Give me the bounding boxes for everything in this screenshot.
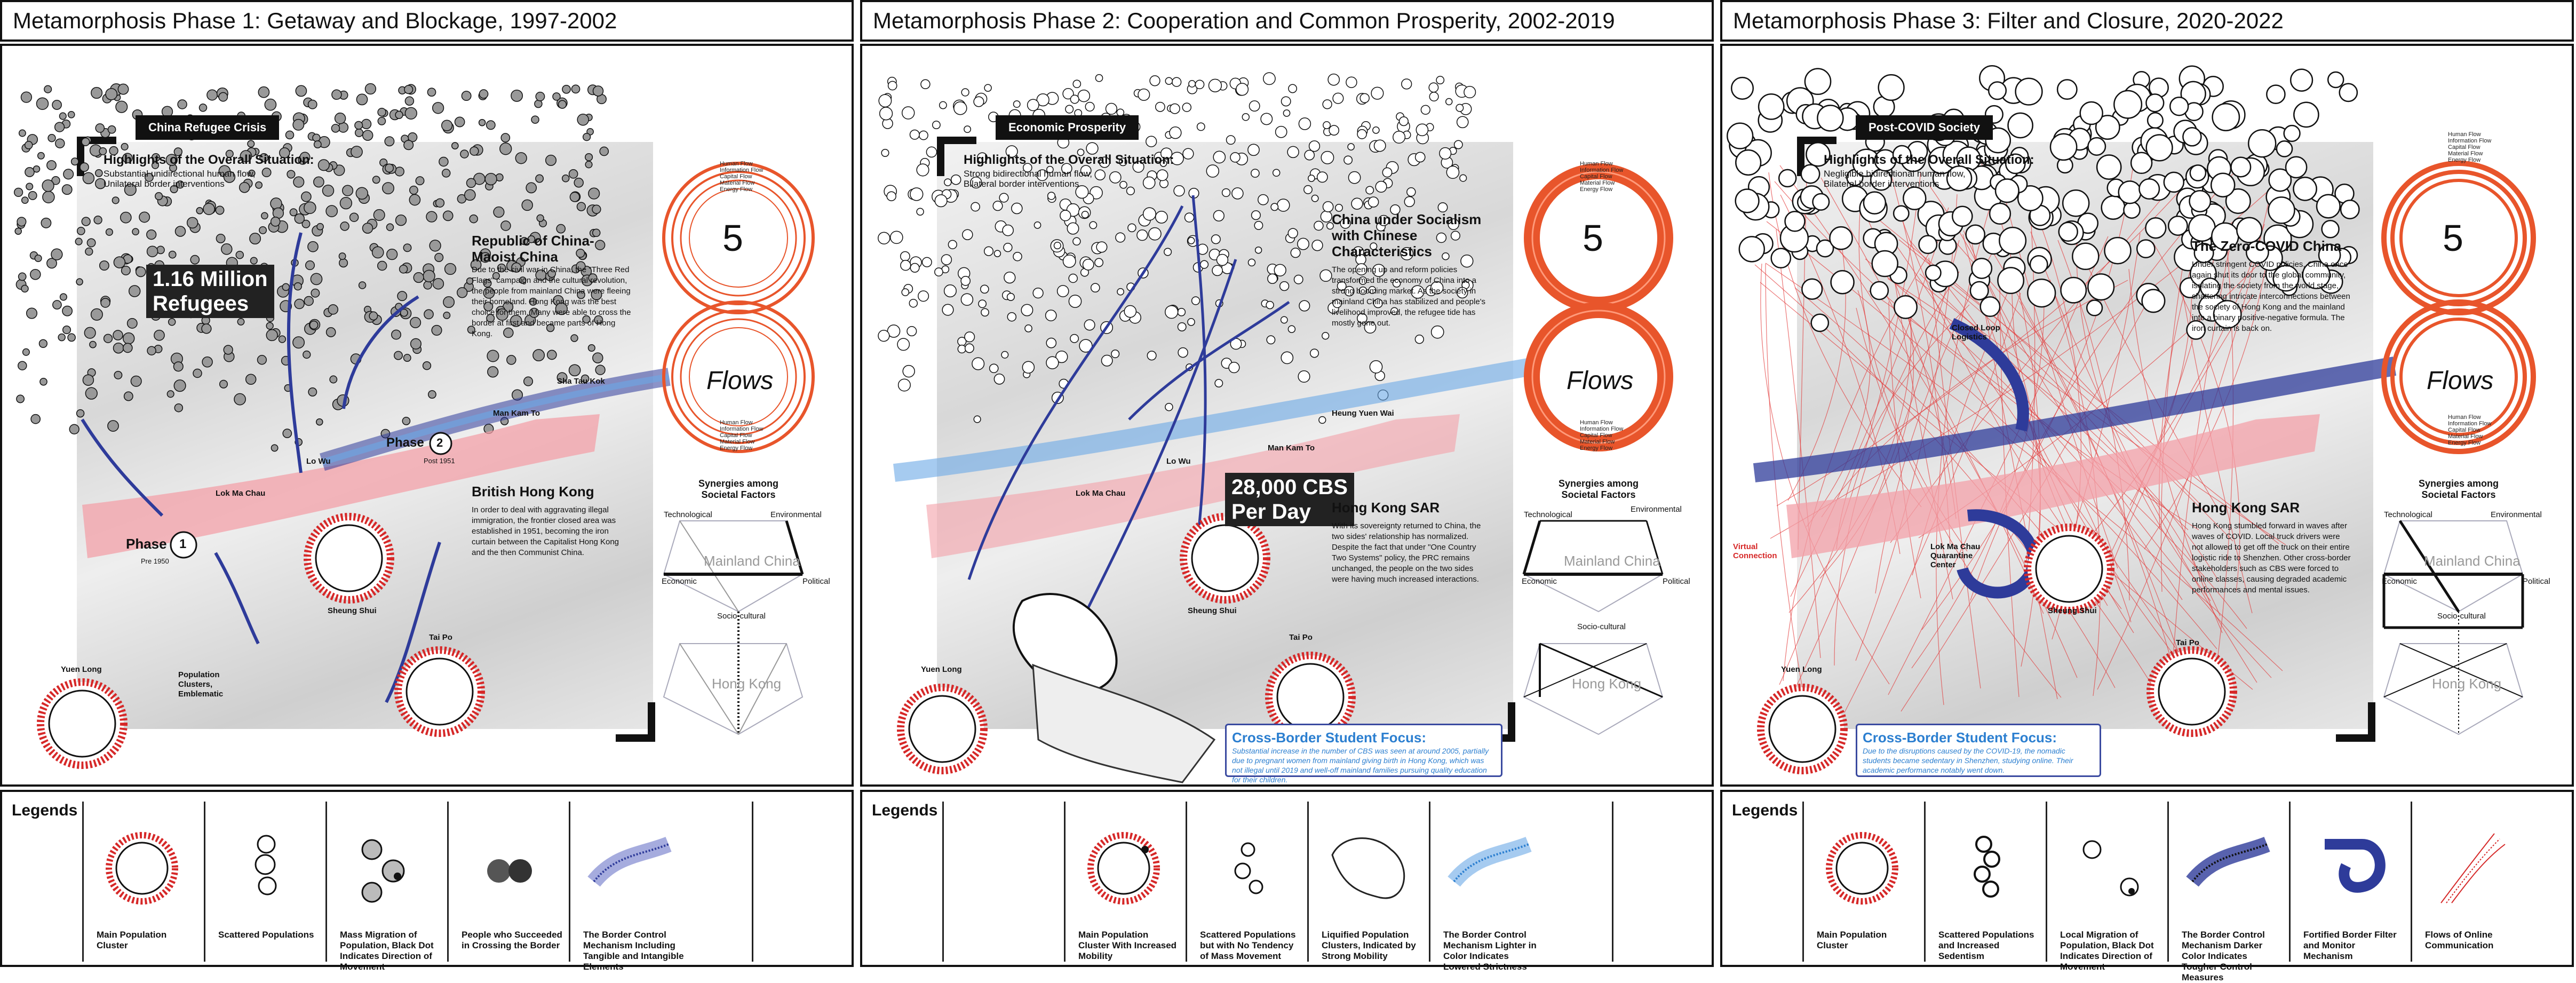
region-mainland: Mainland China [704,553,800,569]
legend-label: The Border Control Mechanism Including Tangible and Intangible Elements [583,930,684,972]
flow-item: Information Flow [1580,167,1624,173]
synergy-title: Synergies among Societal Factors [698,478,779,500]
syn-technological: Technological [664,510,712,519]
legend-item-empty [752,802,853,962]
flow-list-top [720,161,763,193]
place-yuen-long: Yuen Long [61,665,102,674]
place-heung-yuen-wai: Heung Yuen Wai [1332,409,1394,418]
section-hongkong-body: With its sovereignty returned to China, the two sides' relationship has normalized. Despite the fact that under "One Country Two Systems" policy, the PRC remains unchanged, the people on the two sides were having much increased interactions. [1332,521,1481,584]
flow-item: Human Flow [1580,419,1613,426]
flow-item: Material Flow [720,180,755,186]
legend-item [204,802,324,962]
legend-label: Mass Migration of Population, Black Dot Indicates Direction of Movement [340,930,434,972]
flow-item: Information Flow [1580,426,1624,432]
panel-title: Metamorphosis Phase 1: Getaway and Blockage, 1997-2002 [0,0,854,42]
legend-label: The Border Control Mechanism Lighter in Color Indicates Lowered Strictness [1443,930,1537,972]
quarantine-label: Lok Ma Chau Quarantine Center [1930,542,1981,569]
legend-label: Local Migration of Population, Black Dot Indicates Direction of Movement [2060,930,2154,972]
flows-word: Flows [2427,367,2494,395]
flow-item: Capital Flow [1580,173,1612,180]
flow-item: Human Flow [720,419,753,426]
flow-list-top [2448,131,2491,163]
place-lo-wu: Lo Wu [306,457,331,466]
legend-label: Flows of Online Communication [2425,930,2494,950]
syn-political: Political [2523,577,2550,586]
flow-item: Energy Flow [1580,445,1613,451]
legend-item [82,802,202,962]
flow-item: Material Flow [720,439,755,445]
legends-title: Legends [12,802,78,819]
legend-item-empty [1612,802,1713,962]
diagram-area [0,44,854,787]
syn-political: Political [1663,577,1690,586]
flow-item: Information Flow [2448,138,2492,144]
legends-title: Legends [1732,802,1798,819]
legend-item [2411,802,2531,962]
flow-list-bottom [720,419,763,451]
syn-economic: Economic [1522,577,1557,586]
legend-label: Main Population Cluster [97,930,167,950]
place-tai-po: Tai Po [1289,633,1313,642]
student-focus-body: Substantial increase in the number of CBS was seen at around 2005, partially due to pregnant women from mainland giving birth in Hong Kong, which was not illegal until 2019 and well-off mainland families pursuing quality education for their children. [1232,747,1489,784]
syn-environmental: Environmental [770,510,822,519]
flows-number: 5 [2443,217,2463,259]
syn-sociocultural: Socio-cultural [2437,612,2486,621]
syn-technological: Technological [1524,510,1572,519]
legend-item [1802,802,1922,962]
refugee-callout: 1.16 Million Refugees [146,265,274,318]
legend-box [860,790,1714,972]
legend-item [447,802,567,962]
flow-item: Information Flow [720,426,764,432]
student-focus-box [1225,724,1502,784]
synergy-title: Synergies among Societal Factors [2418,478,2499,500]
highlights-title: Highlights of the Overall Situation: [104,153,314,167]
flow-item: Energy Flow [2448,157,2481,163]
place-man-kam-to: Man Kam To [1268,443,1315,453]
legend-item [1924,802,2044,962]
cluster-note: Population Clusters, Emblematic [178,670,224,699]
legend-item [1429,802,1562,972]
place-lok-ma-chau: Lok Ma Chau [1076,489,1126,498]
legend-label: Main Population Cluster With Increased Mobility [1078,930,1177,961]
syn-sociocultural: Socio-cultural [1577,622,1626,631]
phase-1-number: 1 [179,537,187,551]
panel-title: Metamorphosis Phase 3: Filter and Closure, 2020-2022 [1720,0,2574,42]
region-hongkong: Hong Kong [1572,676,1642,692]
flow-item: Capital Flow [2448,427,2480,433]
region-mainland: Mainland China [2424,553,2521,569]
phase-1-label: Phase [126,536,167,552]
highlights-title: Highlights of the Overall Situation: [1824,153,2034,167]
phase-1-year: Pre 1950 [141,557,169,565]
syn-economic: Economic [2382,577,2417,586]
section-hongkong-title: Hong Kong SAR [1332,500,1440,516]
flow-item: Information Flow [2448,421,2492,427]
flows-word: Flows [1567,367,1634,395]
place-sheung-shui: Sheung Shui [2048,606,2097,615]
section-mainland-title: China under Socialism with Chinese Characteristics [1332,211,1482,259]
legend-item-empty [942,802,1062,962]
phase-2-number: 2 [436,436,443,449]
place-sheung-shui: Sheung Shui [328,606,377,615]
place-lok-ma-chau: Lok Ma Chau [216,489,266,498]
flow-item: Energy Flow [720,186,753,193]
student-focus-title: Cross-Border Student Focus: [1232,730,1427,746]
panel-phase-2 [860,0,1714,972]
synergy-title: Synergies among Societal Factors [1558,478,1639,500]
syn-political: Political [802,577,830,586]
flows-word: Flows [706,367,774,395]
syn-environmental: Environmental [2491,510,2542,519]
syn-sociocultural: Socio-cultural [717,612,766,621]
highlights-subtitle: Negligible bidirectional human flow, Bilateral border interventions [1824,169,1966,189]
section-mainland-title: Republic of China- Maoist China [472,233,594,265]
panel-phase-1 [0,0,854,972]
panel-phase-3 [1720,0,2574,982]
flow-item: Energy Flow [2448,440,2481,446]
place-tai-po: Tai Po [2176,638,2199,647]
diagram-area [860,44,1714,787]
legend-item [569,802,702,972]
highlights-subtitle: Substantial unidirectional human flow, Unilateral border interventions [104,169,256,189]
diagram-area [1720,44,2574,787]
flow-item: Human Flow [1580,161,1613,167]
legend-label: Main Population Cluster [1817,930,1887,950]
cbs-callout: 28,000 CBS Per Day [1225,473,1354,526]
legend-item [2046,802,2166,972]
closed-loop-label: Closed Loop Logistics [1952,323,2000,342]
flow-list-bottom [1580,419,1623,451]
legend-box [0,790,854,972]
flow-item: Capital Flow [2448,144,2480,150]
legend-item [325,802,446,972]
phase-2-label: Phase [386,435,424,450]
legend-item [2289,802,2409,962]
place-man-kam-to: Man Kam To [493,409,540,418]
legend-label: Fortified Border Filter and Monitor Mechanism [2303,930,2397,961]
phase-2-year: Post 1951 [424,457,455,465]
flow-item: Energy Flow [1580,186,1613,193]
region-hongkong: Hong Kong [2432,676,2502,692]
flows-number: 5 [722,217,743,259]
legend-label: Scattered Populations and Increased Sedentism [1938,930,2034,961]
section-hongkong-title: Hong Kong SAR [2192,500,2300,516]
section-mainland-title: The Zero-COVID China [2192,238,2342,254]
synergy-diagram [658,505,818,782]
flow-item: Energy Flow [720,445,753,451]
highlights-title: Highlights of the Overall Situation: [964,153,1174,167]
legend-item [1186,802,1306,962]
panel-title: Metamorphosis Phase 2: Cooperation and Common Prosperity, 2002-2019 [860,0,1714,42]
student-focus-title: Cross-Border Student Focus: [1863,730,2057,746]
legend-label: Scattered Populations [218,930,314,940]
legend-item [1064,802,1184,962]
legend-item [1307,802,1427,962]
place-yuen-long: Yuen Long [1781,665,1822,674]
section-hongkong-body: In order to deal with aggravating illegal immigration, the frontier closed area was established in 1951, becoming the iron curtain between the Capitalist Hong Kong and the then Communist China. [472,505,619,557]
flow-item: Human Flow [2448,414,2481,421]
section-hongkong-body: Hong Kong stumbled forward in waves after waves of COVID. Local truck drivers were not allowed to get off the truck on their entire logistic ride to Shenzhen. Other cross-border stakeholders such as CBS were forced to online classes, causing degraded academic performances and mental issues. [2192,521,2351,594]
flow-list-bottom [2448,414,2491,446]
section-mainland-body: Under stringent COVID policies, China once again shut its door to the global community, isolating the society from the world stage, shattering intricate interconnections between the society of Hong Kong and the mainland into a binary positive-negative formula. The iron curtain is back on. [2192,260,2350,333]
legend-label: The Border Control Mechanism Darker Color Indicates Tougher Control Measures [2182,930,2265,982]
phase-tag: Economic Prosperity [996,115,1139,140]
flow-item: Information Flow [720,167,764,173]
flow-list-top [1580,161,1623,193]
virtual-connection-label: Virtual Connection [1733,542,1777,560]
flow-item: Capital Flow [720,432,752,439]
legend-label: Scattered Populations but with No Tendency of Mass Movement [1200,930,1296,961]
flow-item: Material Flow [1580,180,1615,186]
place-sha-tau-kok: Sha Tau Kok [557,377,605,386]
highlights-subtitle: Strong bidirectional human flow, Bilateral border interventions [964,169,1092,189]
flow-item: Capital Flow [1580,432,1612,439]
flow-item: Material Flow [2448,433,2483,440]
flow-item: Human Flow [720,161,753,167]
place-sheung-shui: Sheung Shui [1188,606,1237,615]
student-focus-box [1856,724,2101,777]
legend-box [1720,790,2574,982]
place-yuen-long: Yuen Long [921,665,962,674]
region-hongkong: Hong Kong [712,676,782,692]
place-lo-wu: Lo Wu [1166,457,1191,466]
syn-environmental: Environmental [1631,505,1682,514]
legend-label: People who Succeeded in Crossing the Border [462,930,562,950]
student-focus-body: Due to the disruptions caused by the COVID-19, the nomadic students became sedentary in Shenzhen, studying online. Their academic performance notably went down. [1863,747,2073,774]
legend-item [2167,802,2287,982]
syn-technological: Technological [2384,510,2432,519]
region-mainland: Mainland China [1564,553,1660,569]
section-mainland-body: Due to the civil war in China, the "Three Red Flags" campaign and the cultural revolution, the people from mainland China were fleeing their homeland. Hong Kong was the best choice for them. Many were able to cross the border at first and became parts of Hong Kong. [472,265,631,338]
flows-number: 5 [1583,217,1603,259]
section-hongkong-title: British Hong Kong [472,483,594,500]
phase-tag: China Refugee Crisis [136,115,279,140]
synergy-diagram [2379,505,2539,782]
synergy-diagram [1518,505,1679,782]
flow-item: Capital Flow [720,173,752,180]
flow-item: Material Flow [2448,150,2483,157]
place-tai-po: Tai Po [429,633,452,642]
flow-item: Human Flow [2448,131,2481,138]
phase-tag: Post-COVID Society [1856,115,1993,140]
legend-label: Liquified Population Clusters, Indicated by Strong Mobility [1322,930,1416,961]
legends-title: Legends [872,802,938,819]
syn-economic: Economic [662,577,697,586]
flow-item: Material Flow [1580,439,1615,445]
section-mainland-body: The opening up and reform policies transformed the economy of China into a strong booming market. As the society in mainland China has stabilized and people's livelihood improved, the refugee tide has mostly gone out. [1332,265,1486,328]
